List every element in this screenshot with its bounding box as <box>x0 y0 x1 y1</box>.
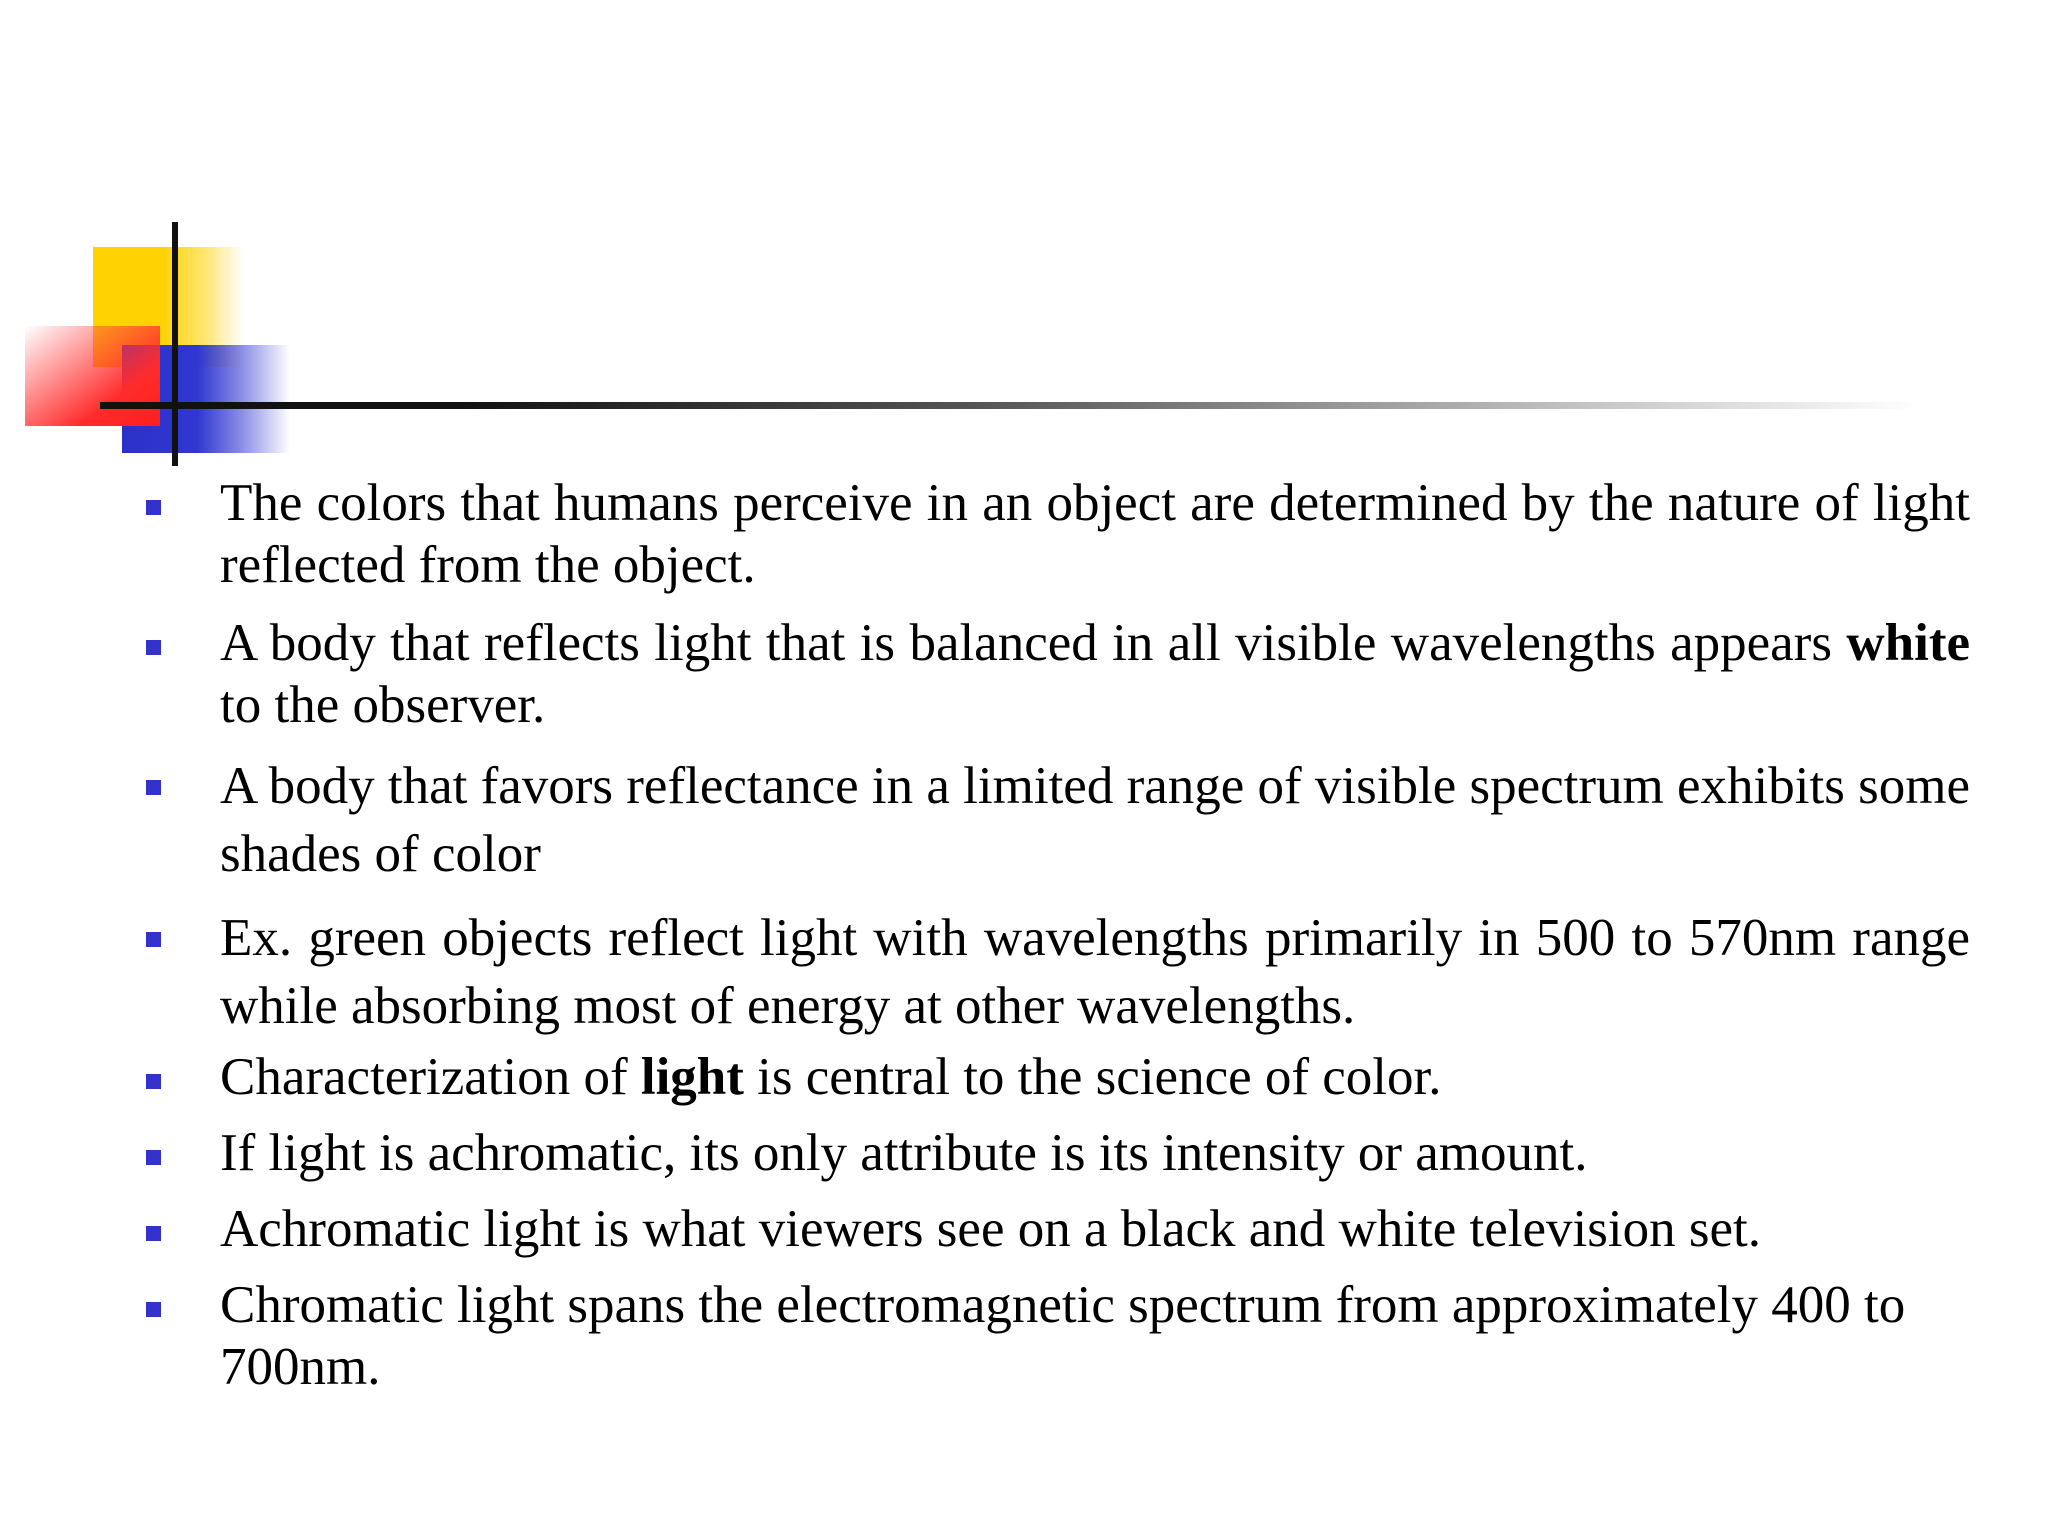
list-item <box>140 752 1970 888</box>
list-item <box>140 1122 1970 1184</box>
bullet-text-start: Characterization of <box>220 1048 641 1106</box>
square-bullet-icon <box>146 1226 161 1241</box>
bullet-text-end: to the observer. <box>220 676 546 734</box>
decor-horizontal-rule <box>100 402 1920 409</box>
bullet-bold-word: light <box>640 1048 744 1106</box>
bullet-text-start: A body that reflects light that is balanced in all visible wavelengths appears <box>220 614 1847 672</box>
decor-vertical-rule <box>172 222 178 466</box>
bullet-text: If light is achromatic, its only attribute is its intensity or amount. <box>220 1124 1588 1182</box>
list-item <box>140 1198 1970 1260</box>
decor-red-square <box>25 326 160 426</box>
square-bullet-icon <box>146 1150 161 1165</box>
square-bullet-icon <box>146 640 161 655</box>
bullet-text: Chromatic light spans the electromagnetic spectrum from approximately 400 to 700nm. <box>220 1276 1906 1396</box>
square-bullet-icon <box>146 780 161 795</box>
square-bullet-icon <box>146 500 161 515</box>
list-item <box>140 612 1970 736</box>
bullet-bold-word: white <box>1846 614 1970 672</box>
list-item <box>140 472 1970 596</box>
bullet-text: The colors that humans perceive in an object are determined by the nature of light reflected from the object. <box>220 474 1970 594</box>
bullet-list <box>140 472 1970 1398</box>
square-bullet-icon <box>146 932 161 947</box>
list-item <box>140 1046 1970 1108</box>
square-bullet-icon <box>146 1302 161 1317</box>
list-item <box>140 1274 1970 1398</box>
list-item <box>140 904 1970 1040</box>
bullet-text: Achromatic light is what viewers see on a black and white television set. <box>220 1200 1761 1258</box>
title-decoration <box>0 0 2048 480</box>
bullet-text: A body that favors reflectance in a limited range of visible spectrum exhibits some shades of color <box>220 757 1970 883</box>
bullet-text-end: is central to the science of color. <box>743 1048 1442 1106</box>
square-bullet-icon <box>146 1074 161 1089</box>
bullet-text: Ex. green objects reflect light with wavelengths primarily in 500 to 570nm range while absorbing most of energy at other wavelengths. <box>220 909 1970 1035</box>
